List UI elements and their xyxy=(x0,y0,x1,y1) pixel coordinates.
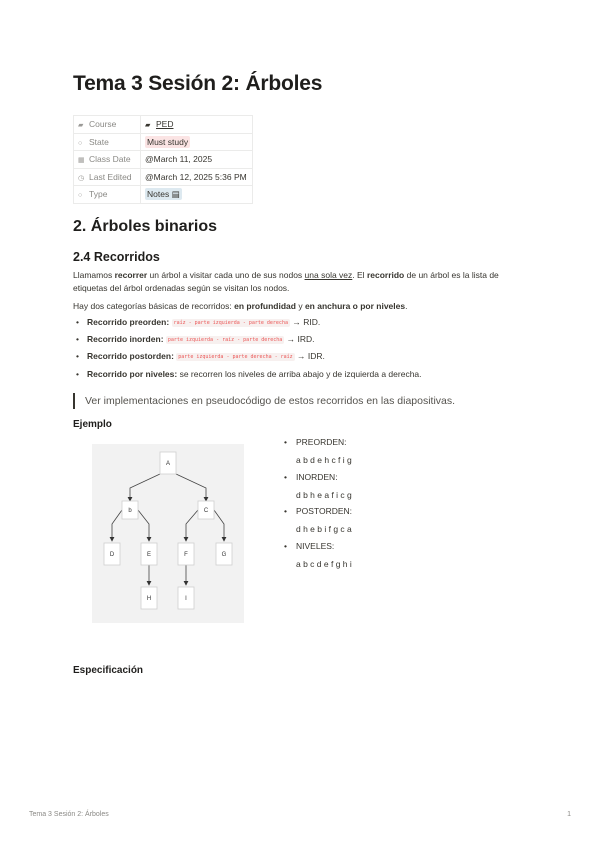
course-link[interactable]: PED xyxy=(156,119,174,130)
property-row-last-edited: ◷ Last Edited @March 12, 2025 5:36 PM xyxy=(74,168,253,186)
list-item-postorden: • Recorrido postorden: parte izquierda - parte derecha - raíz → IDR. xyxy=(73,350,422,367)
tree-node-b: b xyxy=(128,508,132,514)
quote-block: Ver implementaciones en pseudocódigo de estos recorridos en las diapositivas. xyxy=(73,393,455,409)
list-item: • NIVELES: a b c d e f g h i xyxy=(284,541,352,570)
list-item-niveles: • Recorrido por niveles: se recorren los niveles de arriba abajo y de izquierda a derecha. xyxy=(73,368,422,385)
tree-edges xyxy=(109,474,224,585)
subsection-heading: 2.4 Recorridos xyxy=(73,250,160,264)
list-item: • PREORDEN: a b d e h c f i g xyxy=(284,437,352,466)
intro-paragraph-2: Hay dos categorías básicas de recorridos: en profundidad y en anchura o por niveles. xyxy=(73,301,408,311)
last-edited-value: @March 12, 2025 5:36 PM xyxy=(141,168,253,186)
property-row-course: ▰ Course ▰ PED xyxy=(74,116,253,134)
list-item: • INORDEN: d b h e a f i c g xyxy=(284,472,352,501)
tree-node-f: F xyxy=(184,552,188,558)
tree-image xyxy=(92,444,244,623)
tree-diagram xyxy=(92,444,244,623)
page-footer: Tema 3 Sesión 2: Árboles xyxy=(29,811,109,818)
property-row-class-date: ▦ Class Date @March 11, 2025 xyxy=(74,151,253,169)
book-icon: ▰ xyxy=(78,122,84,130)
select-icon: ○ xyxy=(78,192,83,200)
page-title: Tema 3 Sesión 2: Árboles xyxy=(73,72,323,95)
example-heading: Ejemplo xyxy=(73,419,112,430)
property-row-type: ○ Type Notes ▤ xyxy=(74,186,253,204)
class-date-value[interactable]: @March 11, 2025 xyxy=(141,151,253,169)
traversal-types-list xyxy=(73,316,422,385)
inline-code: raíz - parte izquierda - parte derecha xyxy=(173,320,288,326)
state-tag[interactable]: Must study xyxy=(147,136,189,147)
property-row-state: ○ State Must study xyxy=(74,133,253,151)
section-heading: 2. Árboles binarios xyxy=(73,218,218,235)
type-tag[interactable]: Notes ▤ xyxy=(147,188,180,199)
traversal-results-list xyxy=(284,437,352,575)
properties-table xyxy=(73,115,253,204)
clock-icon: ◷ xyxy=(78,174,85,182)
calendar-icon: ▦ xyxy=(78,157,85,165)
tree-node-a: A xyxy=(165,461,171,467)
list-item-inorden: • Recorrido inorden: parte izquierda - raíz - parte derecha → IRD. xyxy=(73,333,422,350)
tree-node-d: D xyxy=(109,552,115,558)
spec-heading: Especificación xyxy=(73,665,144,676)
tree-node-h: H xyxy=(146,596,152,602)
tree-node-e: E xyxy=(146,552,152,558)
tree-node-c: C xyxy=(203,508,209,514)
inline-code: parte izquierda - raíz - parte derecha xyxy=(167,337,283,344)
tree-node-i: I xyxy=(185,596,187,602)
intro-paragraph-1: Llamamos recorrer un árbol a visitar cada uno de sus nodos una sola vez. El recorrido de un árbol es la lista de etiquetas del árbol ordenadas según se visitan los nodos. xyxy=(73,270,499,293)
course-icon: ▰ xyxy=(145,122,151,130)
list-item-preorden: • Recorrido preorden: raíz - parte izquierda - parte derecha → RID. xyxy=(73,316,422,333)
inline-code: parte izquierda - parte derecha - raíz xyxy=(178,354,293,361)
list-item: • POSTORDEN: d h e b i f g c a xyxy=(284,506,352,535)
tree-node-g: G xyxy=(221,552,227,558)
page-number: 1 xyxy=(567,811,571,818)
memo-icon: ▤ xyxy=(171,188,180,199)
status-icon: ○ xyxy=(78,139,83,147)
